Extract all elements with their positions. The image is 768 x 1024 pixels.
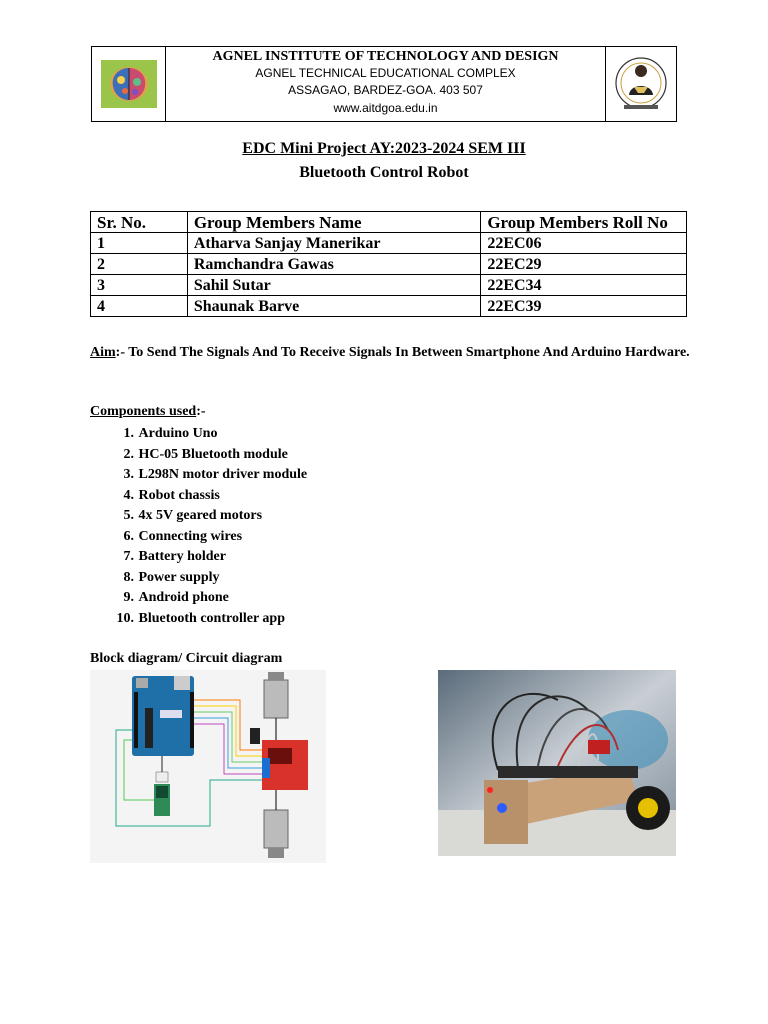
table-cell: 1 — [91, 233, 188, 254]
table-cell: 22EC34 — [481, 275, 687, 296]
list-item-number: 10. — [116, 610, 134, 626]
components-suffix: :- — [196, 404, 206, 419]
list-item — [90, 588, 307, 609]
list-item-number: 6. — [123, 528, 134, 544]
list-item-text: Android phone — [138, 590, 229, 605]
table-cell: 2 — [91, 254, 188, 275]
members-table — [90, 211, 687, 317]
institute-info — [166, 47, 605, 121]
table-cell: Ramchandra Gawas — [187, 254, 480, 275]
list-item-text: L298N motor driver module — [138, 467, 308, 482]
aim-label: Aim — [90, 345, 116, 360]
aim-section — [90, 343, 690, 364]
project-subtitle: Bluetooth Control Robot — [299, 164, 469, 181]
list-item-text: HC-05 Bluetooth module — [138, 446, 288, 462]
institute-header — [91, 46, 677, 122]
institute-emblem-icon — [614, 53, 668, 115]
list-item-number: 7. — [123, 549, 134, 564]
list-item — [90, 547, 307, 568]
table-header-cell: Sr. No. — [91, 212, 188, 233]
list-item — [90, 424, 307, 445]
list-item-text: Battery holder — [138, 549, 226, 564]
table-row — [91, 233, 687, 254]
list-item-text: Arduino Uno — [138, 426, 218, 441]
table-cell: 22EC39 — [481, 296, 687, 317]
project-title: EDC Mini Project AY:2023-2024 SEM III — [242, 140, 526, 157]
table-cell: 22EC29 — [481, 254, 687, 275]
list-item-number: 2. — [123, 446, 134, 462]
table-row — [91, 254, 687, 275]
list-item-number: 4. — [123, 487, 134, 503]
left-logo-cell — [92, 47, 166, 121]
list-item-number: 9. — [123, 590, 134, 605]
components-list — [90, 424, 307, 629]
brain-logo-icon — [101, 60, 157, 108]
table-header-cell: Group Members Name — [187, 212, 480, 233]
robot-photo-icon — [438, 670, 676, 856]
right-logo-cell — [605, 47, 676, 121]
table-cell: 22EC06 — [481, 233, 687, 254]
institute-complex: AGNEL TECHNICAL EDUCATIONAL COMPLEX — [255, 66, 516, 80]
list-item — [90, 506, 307, 527]
list-item-text: Power supply — [138, 569, 220, 585]
table-cell: Atharva Sanjay Manerikar — [187, 233, 480, 254]
components-heading — [90, 404, 206, 420]
table-row — [91, 275, 687, 296]
list-item-text: Connecting wires — [138, 528, 243, 544]
institute-address: ASSAGAO, BARDEZ-GOA. 403 507 — [288, 83, 483, 97]
list-item-number: 1. — [123, 426, 134, 441]
list-item — [90, 568, 307, 589]
list-item-text: Bluetooth controller app — [138, 610, 285, 626]
list-item-number: 8. — [123, 569, 134, 585]
institute-website[interactable]: www.aitdgoa.edu.in — [333, 101, 438, 115]
table-cell: Sahil Sutar — [187, 275, 480, 296]
list-item — [90, 527, 307, 548]
diagram-heading: Block diagram/ Circuit diagram — [90, 651, 283, 666]
circuit-diagram-icon — [90, 670, 326, 863]
table-header-row — [91, 212, 687, 233]
list-item-text: Robot chassis — [138, 487, 220, 503]
table-header-cell: Group Members Roll No — [481, 212, 687, 233]
institute-name: AGNEL INSTITUTE OF TECHNOLOGY AND DESIGN — [212, 49, 559, 64]
list-item — [90, 465, 307, 486]
aim-text: :- To Send The Signals And To Receive Signals In Between Smartphone And Arduino Hardware. — [115, 345, 690, 360]
list-item-text: 4x 5V geared motors — [138, 508, 263, 523]
components-label: Components used — [90, 404, 197, 419]
list-item — [90, 609, 307, 630]
table-cell: 3 — [91, 275, 188, 296]
table-cell: 4 — [91, 296, 188, 317]
table-row — [91, 296, 687, 317]
list-item-number: 3. — [123, 467, 134, 482]
table-cell: Shaunak Barve — [187, 296, 480, 317]
list-item — [90, 445, 307, 466]
list-item — [90, 486, 307, 507]
list-item-number: 5. — [123, 508, 134, 523]
